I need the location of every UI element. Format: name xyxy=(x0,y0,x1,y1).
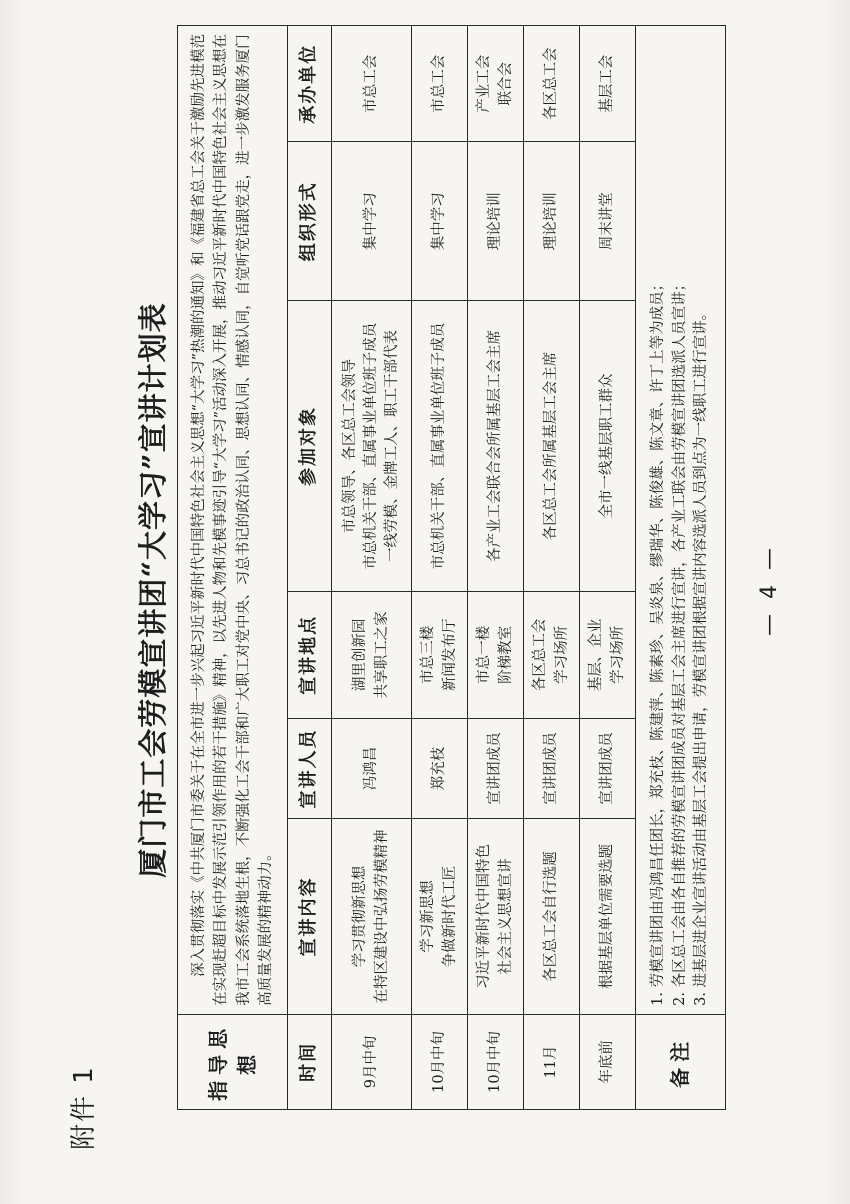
cell-venue-line: 学习场所 xyxy=(553,625,570,684)
header-organizer: 承办单位 xyxy=(288,26,332,142)
cell-content xyxy=(524,819,580,1015)
cell-speaker: 宣讲团成员 xyxy=(580,718,636,818)
cell-venue xyxy=(580,591,636,718)
cell-organizer-line: 基层工会 xyxy=(598,54,615,113)
cell-organizer-line: 市总工会 xyxy=(362,54,379,113)
cell-venue-line: 湖里创新园 xyxy=(352,618,369,692)
header-audience: 参加对象 xyxy=(288,301,332,592)
table-row xyxy=(524,26,580,1110)
rotated-document-sheet xyxy=(35,20,815,1160)
table-row xyxy=(580,26,636,1110)
notes-label: 备注 xyxy=(636,1014,726,1109)
cell-organizer-line: 各区总工会 xyxy=(542,47,559,120)
cell-speaker: 宣讲团成员 xyxy=(524,718,580,818)
cell-venue xyxy=(412,591,468,718)
document-title: 厦门市工会劳模宣讲团“大学习”宣讲计划表 xyxy=(136,302,170,878)
cell-venue xyxy=(332,591,412,718)
cell-audience xyxy=(524,301,580,592)
header-form: 组织形式 xyxy=(288,142,332,301)
cell-organizer xyxy=(468,26,524,142)
cell-venue-line: 学习场所 xyxy=(609,625,626,684)
notes-row xyxy=(636,26,726,1110)
cell-venue xyxy=(524,591,580,718)
cell-audience-line: 市总机关干部、直属事业单位班子成员 xyxy=(362,322,379,570)
cell-audience-line: 各产业工会联合会所属基层工会主席 xyxy=(486,329,503,562)
cell-audience-line: 各区总工会所属基层工会主席 xyxy=(542,351,559,541)
cell-form: 集中学习 xyxy=(332,142,412,301)
cell-audience xyxy=(468,301,524,592)
cell-venue-line: 共享职工之家 xyxy=(373,611,390,699)
cell-organizer xyxy=(524,26,580,142)
cell-content xyxy=(412,819,468,1015)
cell-organizer-line: 联合会 xyxy=(497,61,514,106)
header-speaker: 宣讲人员 xyxy=(288,718,332,818)
guide-text: 深入贯彻落实《中共厦门市委关于在全市进一步兴起习近平新时代中国特色社会主义思想“大学习”热潮的通知》和《福建省总工会关于激励先进模范在实现赶超目标中发展示范引领作用的若干措施》精神，以先进人物和先模事迹引导“大学习”活动深入开展，推动习近平新时代中国特色社会主义思想在我市工会系统落地生根，不断强化工会干部和广大职工对党中央、习总书记的政治认同、思想认同、情感认同，自觉听党话跟党走，进一步激发服务厦门高质量发展的精神动力。 xyxy=(178,26,288,1015)
cell-venue-line: 阶梯教室 xyxy=(497,625,514,684)
cell-venue-line: 各区总工会 xyxy=(532,618,549,692)
cell-audience-line: 市总机关干部、直属事业单位班子成员 xyxy=(430,322,447,570)
cell-time: 11月 xyxy=(524,1014,580,1109)
cell-audience-line: 全市一线基层职工群众 xyxy=(598,373,615,519)
note-item: 3. 进基层进企业宣讲活动由基层工会提出申请，劳模宣讲团根据宣讲内容选派人员到点为一线职工进行宣讲。 xyxy=(693,305,710,1006)
cell-organizer xyxy=(412,26,468,142)
cell-speaker: 郑充枝 xyxy=(412,718,468,818)
cell-time: 10月中旬 xyxy=(468,1014,524,1109)
cell-content-line: 争做新时代工匠 xyxy=(441,865,458,968)
cell-form: 周末讲堂 xyxy=(580,142,636,301)
lecture-plan-table xyxy=(177,25,726,1110)
cell-venue-line: 市总三楼 xyxy=(420,625,437,684)
cell-organizer-line: 产业工会 xyxy=(476,54,493,113)
cell-content-line: 在特区建设中弘扬劳模精神 xyxy=(373,829,390,1004)
guide-row xyxy=(178,26,288,1110)
cell-venue xyxy=(468,591,524,718)
cell-content-line: 各区总工会自行选题 xyxy=(542,851,559,982)
cell-organizer xyxy=(332,26,412,142)
header-content: 宣讲内容 xyxy=(288,819,332,1015)
cell-form: 集中学习 xyxy=(412,142,468,301)
cell-organizer-line: 市总工会 xyxy=(430,54,447,113)
header-time: 时间 xyxy=(288,1014,332,1109)
cell-time: 9月中旬 xyxy=(332,1014,412,1109)
cell-form: 理论培训 xyxy=(468,142,524,301)
cell-speaker: 冯鸿昌 xyxy=(332,718,412,818)
table-row xyxy=(332,26,412,1110)
cell-audience-line: 市总领导、各区总工会领导 xyxy=(341,358,358,533)
cell-content-line: 社会主义思想宣讲 xyxy=(497,858,514,975)
cell-audience-line: 一线劳模、金牌工人、职工干部代表 xyxy=(384,329,400,562)
notes-text xyxy=(636,26,726,1015)
cell-venue-line: 市总一楼 xyxy=(476,625,493,684)
note-item: 1. 劳模宣讲团由冯鸿昌任团长，郑充枝、陈建萍、陈素珍、吴炎泉、缪瑞华、陈俊雄、陈文章、许丁上等为成员； xyxy=(649,276,666,1006)
cell-content-line: 学习新思想 xyxy=(420,880,437,953)
header-venue: 宣讲地点 xyxy=(288,591,332,718)
cell-time: 10月中旬 xyxy=(412,1014,468,1109)
cell-venue-line: 基层、企业 xyxy=(588,618,605,692)
cell-content-line: 根据基层单位需要选题 xyxy=(598,844,615,990)
cell-speaker: 宣讲团成员 xyxy=(468,718,524,818)
cell-audience xyxy=(580,301,636,592)
page-number: — 4 — xyxy=(757,544,782,636)
guide-label: 指导思想 xyxy=(178,1014,288,1109)
cell-content-line: 学习贯彻新思想 xyxy=(352,865,369,968)
table-row xyxy=(468,26,524,1110)
annex-label: 附件 1 xyxy=(69,1065,99,1150)
cell-content xyxy=(332,819,412,1015)
cell-content xyxy=(468,819,524,1015)
table-row xyxy=(412,26,468,1110)
cell-venue-line: 新闻发布厅 xyxy=(441,618,458,692)
cell-content-line: 习近平新时代中国特色 xyxy=(476,844,493,990)
cell-audience xyxy=(332,301,412,592)
cell-form: 理论培训 xyxy=(524,142,580,301)
cell-audience xyxy=(412,301,468,592)
note-item: 2. 各区总工会由各自推荐的劳模宣讲团成员对基层工会主席进行宣讲，各产业工联会由劳模宣讲团选派人员宣讲； xyxy=(671,276,688,1006)
header-row xyxy=(288,26,332,1110)
cell-time: 年底前 xyxy=(580,1014,636,1109)
cell-organizer xyxy=(580,26,636,142)
cell-content xyxy=(580,819,636,1015)
